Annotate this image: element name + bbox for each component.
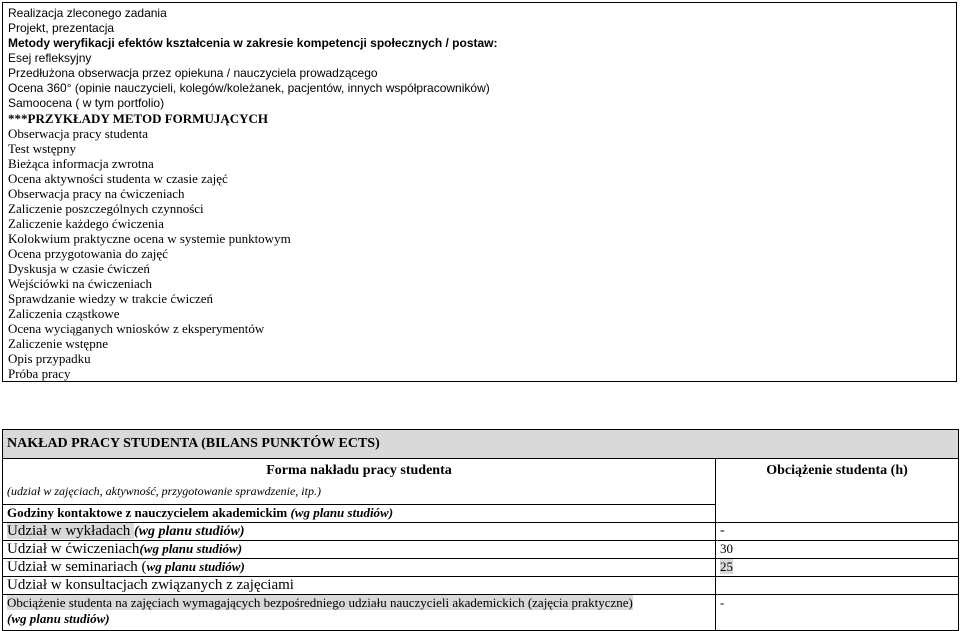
methods-list-item: Zaliczenia cząstkowe bbox=[8, 306, 120, 321]
methods-list-item: Obserwacja pracy na ćwiczeniach bbox=[8, 186, 185, 201]
methods-list-item: Dyskusja w czasie ćwiczeń bbox=[8, 261, 150, 276]
row-consultations bbox=[3, 577, 716, 595]
methods-list-item: Kolokwium praktyczne ocena w systemie punktowym bbox=[8, 231, 291, 246]
methods-list-item: Obserwacja pracy studenta bbox=[8, 126, 149, 141]
methods-list-item: Projekt, prezentacja bbox=[8, 21, 115, 35]
form-header: Forma nakładu pracy studenta bbox=[266, 463, 452, 478]
methods-list-item: Przedłużona obserwacja przez opiekuna / nauczyciela prowadzącego bbox=[8, 66, 378, 80]
ects-title: NAKŁAD PRACY STUDENTA (BILANS PUNKTÓW ECTS) bbox=[3, 430, 959, 459]
row-practical-value: - bbox=[716, 595, 959, 631]
row-lectures-label: Udział w wykładach bbox=[7, 523, 135, 539]
row-practical bbox=[3, 595, 716, 631]
row-seminars-note: wg planu studiów) bbox=[146, 559, 245, 574]
row-exercises-label: Udział w ćwiczeniach bbox=[7, 541, 140, 557]
verification-methods-box bbox=[2, 2, 957, 382]
methods-list-item: Wejściówki na ćwiczeniach bbox=[8, 276, 153, 291]
row-exercises bbox=[3, 541, 716, 559]
contact-hours-label: Godziny kontaktowe z nauczycielem akademickim bbox=[7, 505, 291, 520]
contact-hours-note: (wg planu studiów) bbox=[290, 505, 394, 520]
ects-table bbox=[2, 429, 959, 631]
row-exercises-value: 30 bbox=[716, 541, 959, 559]
form-subheader: (udział w zajęciach, aktywność, przygotowanie sprawdzenie, itp.) bbox=[7, 484, 321, 498]
methods-list-item: Bieżąca informacja zwrotna bbox=[8, 156, 154, 171]
row-consultations-label: Udział w konsultacjach związanych z zajęciami bbox=[7, 577, 294, 593]
row-seminars-value-cell bbox=[716, 559, 959, 577]
methods-list-item: Zaliczenie poszczególnych czynności bbox=[8, 201, 204, 216]
row-consultations-value bbox=[716, 577, 959, 595]
row-practical-note: (wg planu studiów) bbox=[7, 611, 110, 626]
row-seminars-value: 25 bbox=[720, 559, 733, 574]
contact-hours-row bbox=[3, 505, 716, 523]
load-header: Obciążenie studenta (h) bbox=[716, 459, 959, 523]
methods-list-item: Zaliczenie każdego ćwiczenia bbox=[8, 216, 164, 231]
methods-list-item: ***PRZYKŁADY METOD FORMUJĄCYCH bbox=[8, 111, 268, 126]
methods-list-item: Metody weryfikacji efektów kształcenia w zakresie kompetencji społecznych / postaw: bbox=[8, 36, 498, 50]
methods-list-item: Próba pracy bbox=[8, 366, 71, 381]
row-seminars bbox=[3, 559, 716, 577]
row-seminars-label: Udział w seminariach ( bbox=[7, 559, 147, 575]
row-practical-label: Obciążenie studenta na zajęciach wymagających bezpośredniego udziału nauczycieli akademickich (zajęcia praktyczne) bbox=[7, 595, 633, 610]
methods-list-item: Opis przypadku bbox=[8, 351, 91, 366]
row-lectures-note: (wg planu studiów) bbox=[134, 524, 245, 539]
row-lectures bbox=[3, 523, 716, 541]
methods-list-item: Ocena przygotowania do zajęć bbox=[8, 246, 168, 261]
methods-list-item: Samoocena ( w tym portfolio) bbox=[8, 96, 165, 110]
methods-list-item: Ocena 360° (opinie nauczycieli, kolegów/koleżanek, pacjentów, innych współpracowników) bbox=[8, 81, 490, 95]
methods-list-item: Sprawdzanie wiedzy w trakcie ćwiczeń bbox=[8, 291, 214, 306]
row-exercises-note: (wg planu studiów) bbox=[139, 541, 243, 556]
methods-list-item: Test wstępny bbox=[8, 141, 77, 156]
form-header-cell bbox=[3, 459, 716, 505]
methods-list-item: Ocena wyciąganych wniosków z eksperymentów bbox=[8, 321, 265, 336]
methods-list-item: Ocena aktywności studenta w czasie zajęć bbox=[8, 171, 228, 186]
row-lectures-value: - bbox=[716, 523, 959, 541]
methods-list-item: Realizacja zleconego zadania bbox=[8, 6, 167, 20]
methods-list-item: Zaliczenie wstępne bbox=[8, 336, 108, 351]
methods-list-item: Esej refleksyjny bbox=[8, 51, 92, 65]
